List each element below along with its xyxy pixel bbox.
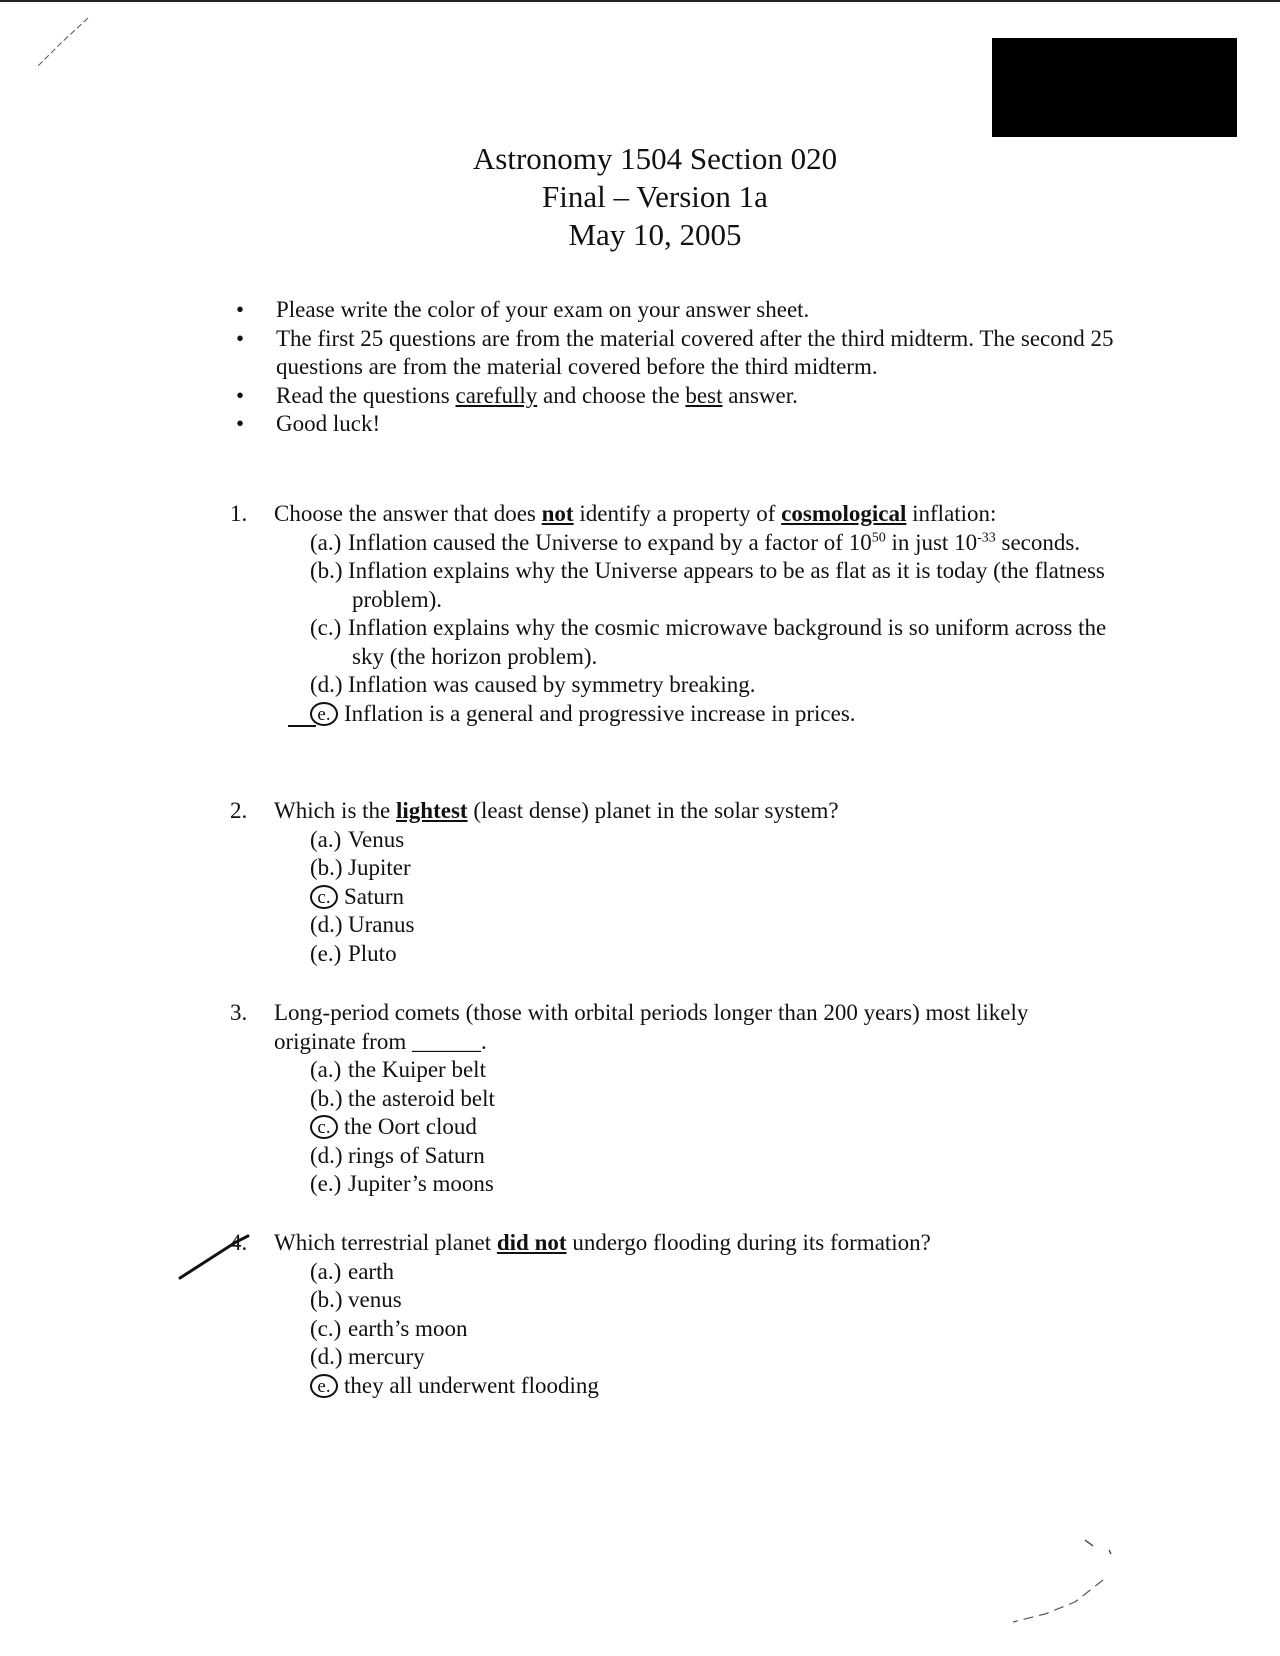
course-title: Astronomy 1504 Section 020 xyxy=(472,141,838,176)
answer-options xyxy=(230,826,1110,969)
option-c xyxy=(230,614,1110,671)
stem-text: Long-period comets (those with orbital periods longer than 200 years) most likely originate from ______. xyxy=(274,1000,1029,1054)
option-d xyxy=(230,1142,1110,1171)
circled-answer-marker: e. xyxy=(310,702,338,726)
option-label: (a.) xyxy=(310,1258,342,1284)
stem-text: Which terrestrial planet xyxy=(274,1230,497,1255)
circled-answer-marker: c. xyxy=(310,1115,338,1139)
option-text: the asteroid belt xyxy=(348,1085,495,1111)
option-text: Inflation was caused by symmetry breaking. xyxy=(348,672,756,697)
instruction-item xyxy=(236,410,1136,439)
option-text: Inflation is a general and progressive increase in prices. xyxy=(344,700,856,726)
stem-emphasis-cosmological: cosmological xyxy=(781,501,907,526)
option-a xyxy=(230,1056,1110,1085)
option-label: (e.) xyxy=(310,940,342,966)
option-text: earth xyxy=(348,1258,394,1284)
option-label: (e.) xyxy=(310,1171,342,1196)
instruction-text: The first 25 questions are from the material covered after the third midterm. The second 25 questions are from the material covered before the third midterm. xyxy=(276,325,1114,379)
option-text: Uranus xyxy=(348,912,415,937)
option-c xyxy=(230,1315,1110,1344)
exponent: 50 xyxy=(871,529,886,545)
circled-answer-marker: c. xyxy=(310,885,338,909)
option-text: earth’s moon xyxy=(348,1315,468,1341)
stem-text: Which is the xyxy=(274,798,396,823)
stem-emphasis-did-not: did not xyxy=(496,1230,567,1255)
option-a xyxy=(230,529,1110,558)
option-text: the Kuiper belt xyxy=(348,1057,486,1082)
option-label: (d.) xyxy=(310,912,343,937)
stem-text: (least dense) planet in the solar system? xyxy=(467,798,839,823)
instruction-text: and choose the xyxy=(537,382,686,408)
pen-dash-mark xyxy=(288,722,318,730)
stray-pen-mark-bottom-right xyxy=(1005,1536,1125,1626)
question-stem xyxy=(230,1229,1110,1258)
option-label: (a.) xyxy=(310,529,342,555)
exam-date: May 10, 2005 xyxy=(568,217,742,252)
option-label: (b.) xyxy=(310,855,343,880)
stem-text: undergo flooding during its formation? xyxy=(566,1230,931,1255)
option-label: (d.) xyxy=(310,1142,343,1168)
instruction-item xyxy=(236,382,1136,411)
instruction-item xyxy=(236,296,1136,325)
option-text: Inflation explains why the Universe appears to be as flat as it is today (the flatness problem). xyxy=(348,558,1105,612)
option-text: Inflation caused the Universe to expand by a factor of 10 xyxy=(348,529,872,555)
stem-emphasis-lightest: lightest xyxy=(396,798,468,823)
option-text: Jupiter xyxy=(348,855,411,880)
stem-text: Choose the answer that does xyxy=(274,501,542,526)
emphasis-carefully: carefully xyxy=(455,382,538,408)
bullet-dot: • xyxy=(236,297,245,322)
option-e xyxy=(230,940,1110,969)
option-b xyxy=(230,1286,1110,1315)
stray-pen-mark-top-left xyxy=(30,14,100,74)
option-text: in just 10 xyxy=(885,529,978,555)
question-number: 2. xyxy=(230,798,248,823)
question-number: 4. xyxy=(230,1230,248,1255)
instruction-item xyxy=(236,325,1136,382)
instruction-text: Read the questions xyxy=(276,382,456,408)
option-a xyxy=(230,1258,1110,1287)
option-b xyxy=(230,854,1110,883)
option-e xyxy=(230,1170,1110,1199)
bullet-dot: • xyxy=(236,382,245,408)
option-text: venus xyxy=(348,1287,402,1312)
option-label: (d.) xyxy=(310,672,343,697)
option-label: (c.) xyxy=(310,1315,342,1341)
option-d xyxy=(230,671,1110,700)
option-a xyxy=(230,826,1110,855)
option-text: they all underwent flooding xyxy=(344,1372,599,1398)
question-number: 1. xyxy=(230,501,248,526)
option-text: rings of Saturn xyxy=(348,1142,485,1168)
option-label: (b.) xyxy=(310,1287,343,1312)
option-e-circled xyxy=(230,1372,1110,1401)
question-number: 3. xyxy=(230,1000,248,1025)
answer-options xyxy=(230,529,1110,729)
option-c-circled xyxy=(230,883,1110,912)
question-1 xyxy=(230,500,1110,728)
stem-text: inflation: xyxy=(906,501,997,526)
question-3 xyxy=(230,999,1110,1199)
stem-text: identify a property of xyxy=(573,501,782,526)
instruction-text: Please write the color of your exam on your answer sheet. xyxy=(276,297,810,322)
exam-header xyxy=(0,140,1280,254)
option-d xyxy=(230,1343,1110,1372)
question-stem xyxy=(230,500,1110,529)
option-label: (c.) xyxy=(310,615,342,640)
option-label: (a.) xyxy=(310,826,342,852)
emphasis-best: best xyxy=(685,382,723,408)
option-label: (d.) xyxy=(310,1344,343,1369)
option-label: (b.) xyxy=(310,1085,343,1111)
option-b xyxy=(230,557,1110,614)
option-e-circled xyxy=(230,700,1110,729)
question-4 xyxy=(230,1229,1110,1400)
answer-options xyxy=(230,1258,1110,1401)
option-text: Pluto xyxy=(348,940,397,966)
option-label: (a.) xyxy=(310,1057,342,1082)
instruction-text: answer. xyxy=(722,382,798,408)
option-text: mercury xyxy=(348,1344,425,1369)
stem-emphasis-not: not xyxy=(541,501,574,526)
option-text: Venus xyxy=(348,826,405,852)
instruction-text: Good luck! xyxy=(276,411,381,436)
option-label: (b.) xyxy=(310,558,343,583)
exponent: -33 xyxy=(977,529,996,545)
question-2 xyxy=(230,797,1110,968)
option-b xyxy=(230,1085,1110,1114)
option-text: seconds. xyxy=(995,529,1081,555)
option-text: Saturn xyxy=(344,883,405,909)
answer-options xyxy=(230,1056,1110,1199)
exam-version: Final – Version 1a xyxy=(542,179,768,214)
bullet-dot: • xyxy=(236,411,245,436)
redaction-box xyxy=(992,38,1237,137)
instructions-list xyxy=(236,296,1136,439)
question-stem xyxy=(230,797,1110,826)
circled-answer-marker: e. xyxy=(310,1374,338,1398)
bullet-dot: • xyxy=(236,325,245,351)
pen-check-mark-question-4 xyxy=(178,1232,258,1282)
page-top-edge xyxy=(0,0,1280,2)
option-text: Inflation explains why the cosmic microwave background is so uniform across the sky (the horizon problem). xyxy=(348,615,1107,669)
option-text: Jupiter’s moons xyxy=(348,1171,494,1196)
option-d xyxy=(230,911,1110,940)
option-text: the Oort cloud xyxy=(344,1114,477,1139)
option-c-circled xyxy=(230,1113,1110,1142)
question-stem xyxy=(230,999,1110,1056)
